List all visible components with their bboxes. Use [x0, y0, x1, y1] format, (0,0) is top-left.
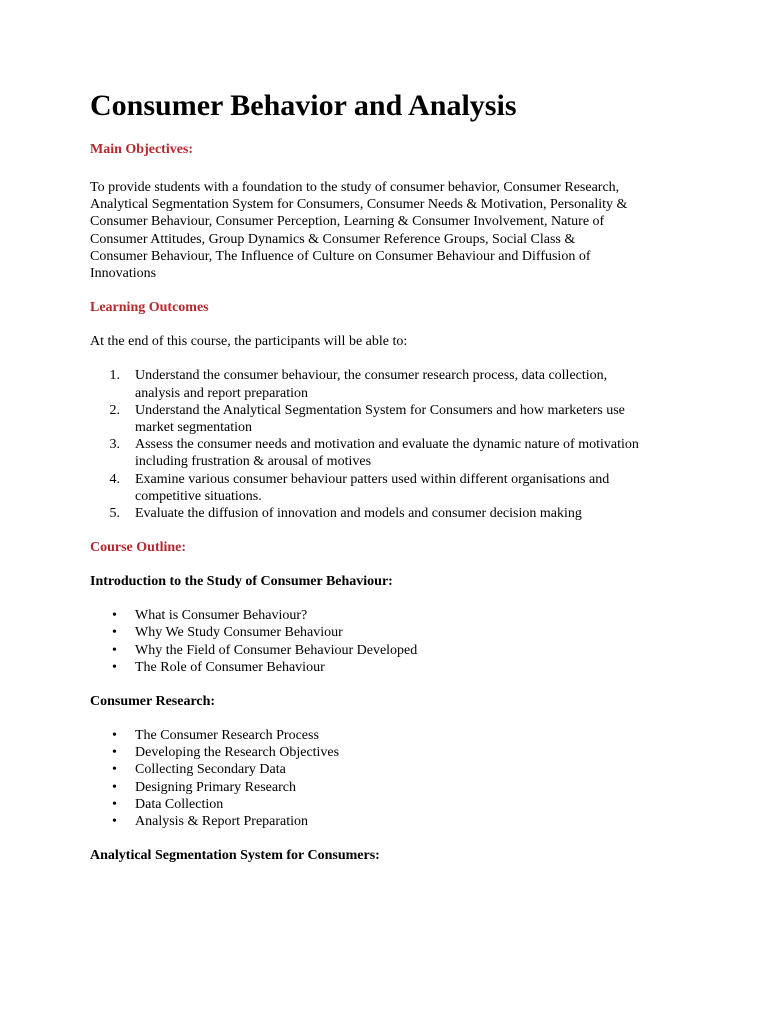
list-item-line: including frustration & arousal of motives	[135, 454, 372, 470]
list-item	[90, 779, 698, 796]
outline-section-title: Introduction to the Study of Consumer Behaviour:	[90, 574, 393, 590]
paragraph-line: Consumer Behaviour, The Influence of Culture on Consumer Behaviour and Diffusion of	[90, 248, 591, 264]
main-objectives-heading: Main Objectives:	[90, 142, 194, 157]
list-item-line: Understand the Analytical Segmentation System for Consumers and how marketers use	[135, 402, 625, 418]
list-item-text: Collecting Secondary Data	[135, 762, 286, 778]
bullet-icon: •	[112, 608, 117, 624]
bullet-icon: •	[112, 796, 117, 812]
list-item-text: Analysis & Report Preparation	[135, 814, 309, 830]
list-item-line: competitive situations.	[135, 488, 262, 504]
list-item-line: Assess the consumer needs and motivation and evaluate the dynamic nature of motivation	[135, 437, 639, 453]
list-item-text: Why the Field of Consumer Behaviour Developed	[135, 642, 418, 658]
list-number: 2.	[109, 402, 120, 418]
bullet-icon: •	[112, 762, 117, 778]
list-item-line: Examine various consumer behaviour patters used within different organisations and	[135, 471, 610, 487]
list-item	[90, 642, 698, 659]
list-item-line: market segmentation	[135, 420, 253, 436]
list-item-text: Designing Primary Research	[135, 779, 296, 795]
outline-section-list	[90, 727, 698, 830]
paragraph-line: To provide students with a foundation to the study of consumer behavior, Consumer Research,	[90, 180, 620, 195]
list-item	[90, 624, 698, 641]
paragraph-line: Consumer Attitudes, Group Dynamics & Consumer Reference Groups, Social Class &	[90, 231, 576, 247]
list-number: 3.	[109, 437, 120, 453]
paragraph-line: Innovations	[90, 266, 157, 282]
list-item	[90, 505, 698, 522]
course-outline-heading: Course Outline:	[90, 540, 187, 556]
list-item	[90, 813, 698, 830]
list-item-text: The Consumer Research Process	[135, 728, 319, 744]
list-item-line: analysis and report preparation	[135, 385, 308, 401]
bullet-icon: •	[112, 659, 117, 675]
list-item-text: The Role of Consumer Behaviour	[135, 659, 325, 675]
list-item-text: What is Consumer Behaviour?	[135, 608, 308, 624]
list-item	[90, 796, 698, 813]
list-item	[90, 607, 698, 624]
outline-section-title: Consumer Research:	[90, 694, 216, 710]
learning-outcomes-intro: At the end of this course, the participants will be able to:	[90, 334, 408, 350]
paragraph-line: Consumer Behaviour, Consumer Perception, Learning & Consumer Involvement, Nature of	[90, 214, 605, 230]
list-item-text: Data Collection	[135, 796, 224, 812]
bullet-icon: •	[112, 728, 117, 744]
list-item	[90, 367, 698, 401]
list-item-text: Why We Study Consumer Behaviour	[135, 625, 343, 641]
list-number: 5.	[109, 506, 120, 522]
list-item	[90, 727, 698, 744]
list-item	[90, 402, 698, 436]
main-objectives-paragraph	[90, 179, 698, 282]
list-item	[90, 744, 698, 761]
list-item	[90, 659, 698, 676]
list-number: 1.	[109, 368, 120, 384]
learning-outcomes-list	[90, 367, 698, 522]
document-title: Consumer Behavior and Analysis	[90, 89, 517, 122]
list-item-line: Evaluate the diffusion of innovation and models and consumer decision making	[135, 506, 582, 522]
bullet-icon: •	[112, 779, 117, 795]
outline-section-list	[90, 607, 698, 676]
bullet-icon: •	[112, 642, 117, 658]
bullet-icon: •	[112, 745, 117, 761]
list-item	[90, 436, 698, 470]
list-item-line: Understand the consumer behaviour, the consumer research process, data collection,	[135, 368, 608, 384]
list-item	[90, 471, 698, 505]
list-item	[90, 761, 698, 778]
learning-outcomes-heading: Learning Outcomes	[90, 300, 209, 316]
paragraph-line: Analytical Segmentation System for Consumers, Consumer Needs & Motivation, Personality &	[90, 197, 628, 213]
bullet-icon: •	[112, 625, 117, 641]
outline-section-title: Analytical Segmentation System for Consumers:	[90, 848, 380, 864]
bullet-icon: •	[112, 814, 117, 830]
list-number: 4.	[109, 471, 120, 487]
list-item-text: Developing the Research Objectives	[135, 745, 340, 761]
